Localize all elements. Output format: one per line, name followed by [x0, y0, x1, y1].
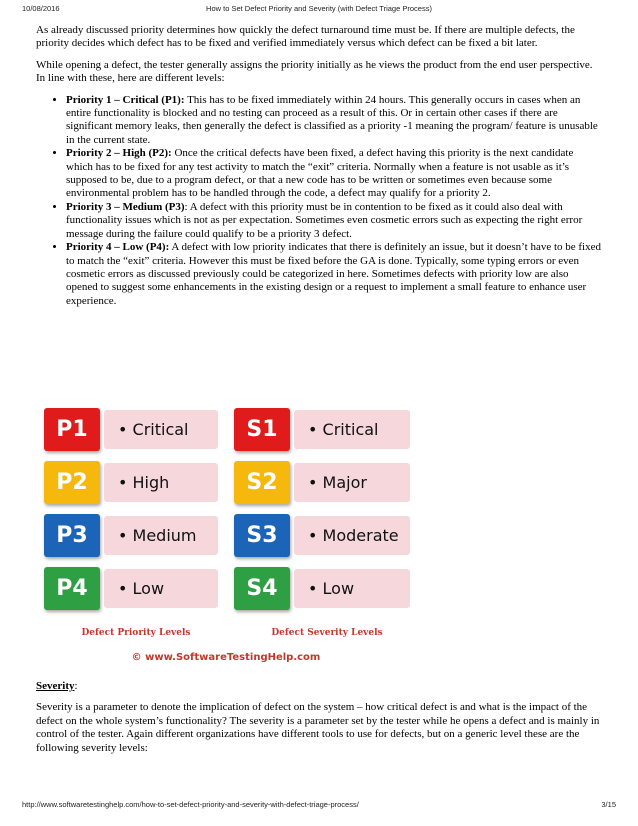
- priority-severity-figure: [36, 398, 416, 670]
- severity-code: S4: [234, 567, 290, 610]
- priority-code: P3: [44, 514, 100, 557]
- severity-label: • Moderate: [294, 516, 410, 555]
- header-date: 10/08/2016: [22, 4, 60, 13]
- severity-section: [36, 680, 602, 763]
- priority-item-4: [66, 241, 602, 308]
- priority-code: P2: [44, 461, 100, 504]
- priority-item-3: [66, 201, 602, 241]
- priority-tile-p3: [44, 514, 218, 557]
- priority-term: Priority 4 – Low (P4):: [66, 241, 170, 254]
- severity-heading-line: [36, 680, 602, 693]
- severity-heading: Severity: [36, 680, 75, 692]
- severity-tile-s2: [234, 461, 410, 504]
- priority-label: • Low: [104, 569, 218, 608]
- severity-caption: Defect Severity Levels: [271, 628, 383, 638]
- priority-tile-p1: [44, 408, 218, 451]
- priority-label: • Critical: [104, 410, 218, 449]
- priority-text: This has to be fixed immediately within 24 hours. This generally occurs in cases when an entire functionality is blocked and no testing can proceed as a result of this. Or in certain other cases if there are significant memory leaks, then generally the defect is classified as a priority -1 meaning the program/ feature is unusable in the current state.: [66, 93, 598, 146]
- priority-text: Once the critical defects have been fixed, a defect having this priority is the next candidate which has to be fixed for any test activity to match the “exit” criteria. Normally when a feature is not usable as it’s supposed to be, due to a program defect, or that a new code has to be written or sometimes even because some environmental problem has to be handled through the code, a defect may qualify for a priority 2.: [66, 147, 574, 200]
- priority-term: Priority 3 – Medium (P3): [66, 200, 185, 213]
- intro-paragraph-2: While opening a defect, the tester generally assigns the priority initially as he views the product from the end user perspective. In line with these, here are different levels:: [36, 58, 593, 85]
- main-content: [36, 24, 602, 308]
- severity-code: S2: [234, 461, 290, 504]
- severity-label: • Major: [294, 463, 410, 502]
- severity-tile-s4: [234, 567, 410, 610]
- severity-tile-s1: [234, 408, 410, 451]
- severity-code: S3: [234, 514, 290, 557]
- priority-list: [36, 94, 602, 309]
- priority-label: • Medium: [104, 516, 218, 555]
- figure-copyright: © www.SoftwareTestingHelp.com: [131, 652, 321, 663]
- severity-label: • Low: [294, 569, 410, 608]
- severity-tile-s3: [234, 514, 410, 557]
- severity-label: • Critical: [294, 410, 410, 449]
- severity-paragraph: Severity is a parameter to denote the implication of defect on the system – how critical defect is and what is the impact of the defect on the whole system’s functionality? The severity is a parameter set by the tester while he opens a defect and is mainly in control of the tester. Again different organizations have different tools to use for defects, but on a generic level these are the following severity levels:: [36, 701, 600, 754]
- priority-item-1: [66, 94, 602, 148]
- priority-tile-p2: [44, 461, 218, 504]
- footer-page-number: 3/15: [601, 800, 616, 809]
- footer-url: http://www.softwaretestinghelp.com/how-to-set-defect-priority-and-severity-with-defect-triage-process/: [22, 800, 359, 809]
- priority-term: Priority 2 – High (P2):: [66, 147, 172, 160]
- severity-code: S1: [234, 408, 290, 451]
- priority-code: P1: [44, 408, 100, 451]
- priority-caption: Defect Priority Levels: [81, 628, 191, 638]
- priority-text: : A defect with this priority must be in contention to be fixed as it could also deal with functionality issues which is not as per expectation. Sometimes even cosmetic errors such as expecting the right error message during the failure could qualify to be a priority 3 defect.: [66, 200, 583, 240]
- priority-label: • High: [104, 463, 218, 502]
- priority-term: Priority 1 – Critical (P1):: [66, 93, 185, 106]
- priority-item-2: [66, 147, 602, 201]
- priority-code: P4: [44, 567, 100, 610]
- priority-text: A defect with low priority indicates that there is definitely an issue, but it doesn’t have to be fixed to match the “exit” criteria. However this must be fixed before the GA is done. Typically, some typing errors or even cosmetic errors as discussed previously could be categorized in here. Sometimes defects with priority low are also opened to suggest some enhancements in the existing design or a request to implement a small feature to enhance user experience.: [66, 241, 601, 307]
- severity-heading-colon: :: [74, 680, 78, 692]
- priority-tile-p4: [44, 567, 218, 610]
- intro-paragraph-1: As already discussed priority determines how quickly the defect turnaround time must be. If there are multiple defects, the priority decides which defect has to be fixed and verified immediately versus which defect can be fixed a bit later.: [36, 24, 575, 50]
- header-title: How to Set Defect Priority and Severity (with Defect Triage Process): [206, 4, 432, 13]
